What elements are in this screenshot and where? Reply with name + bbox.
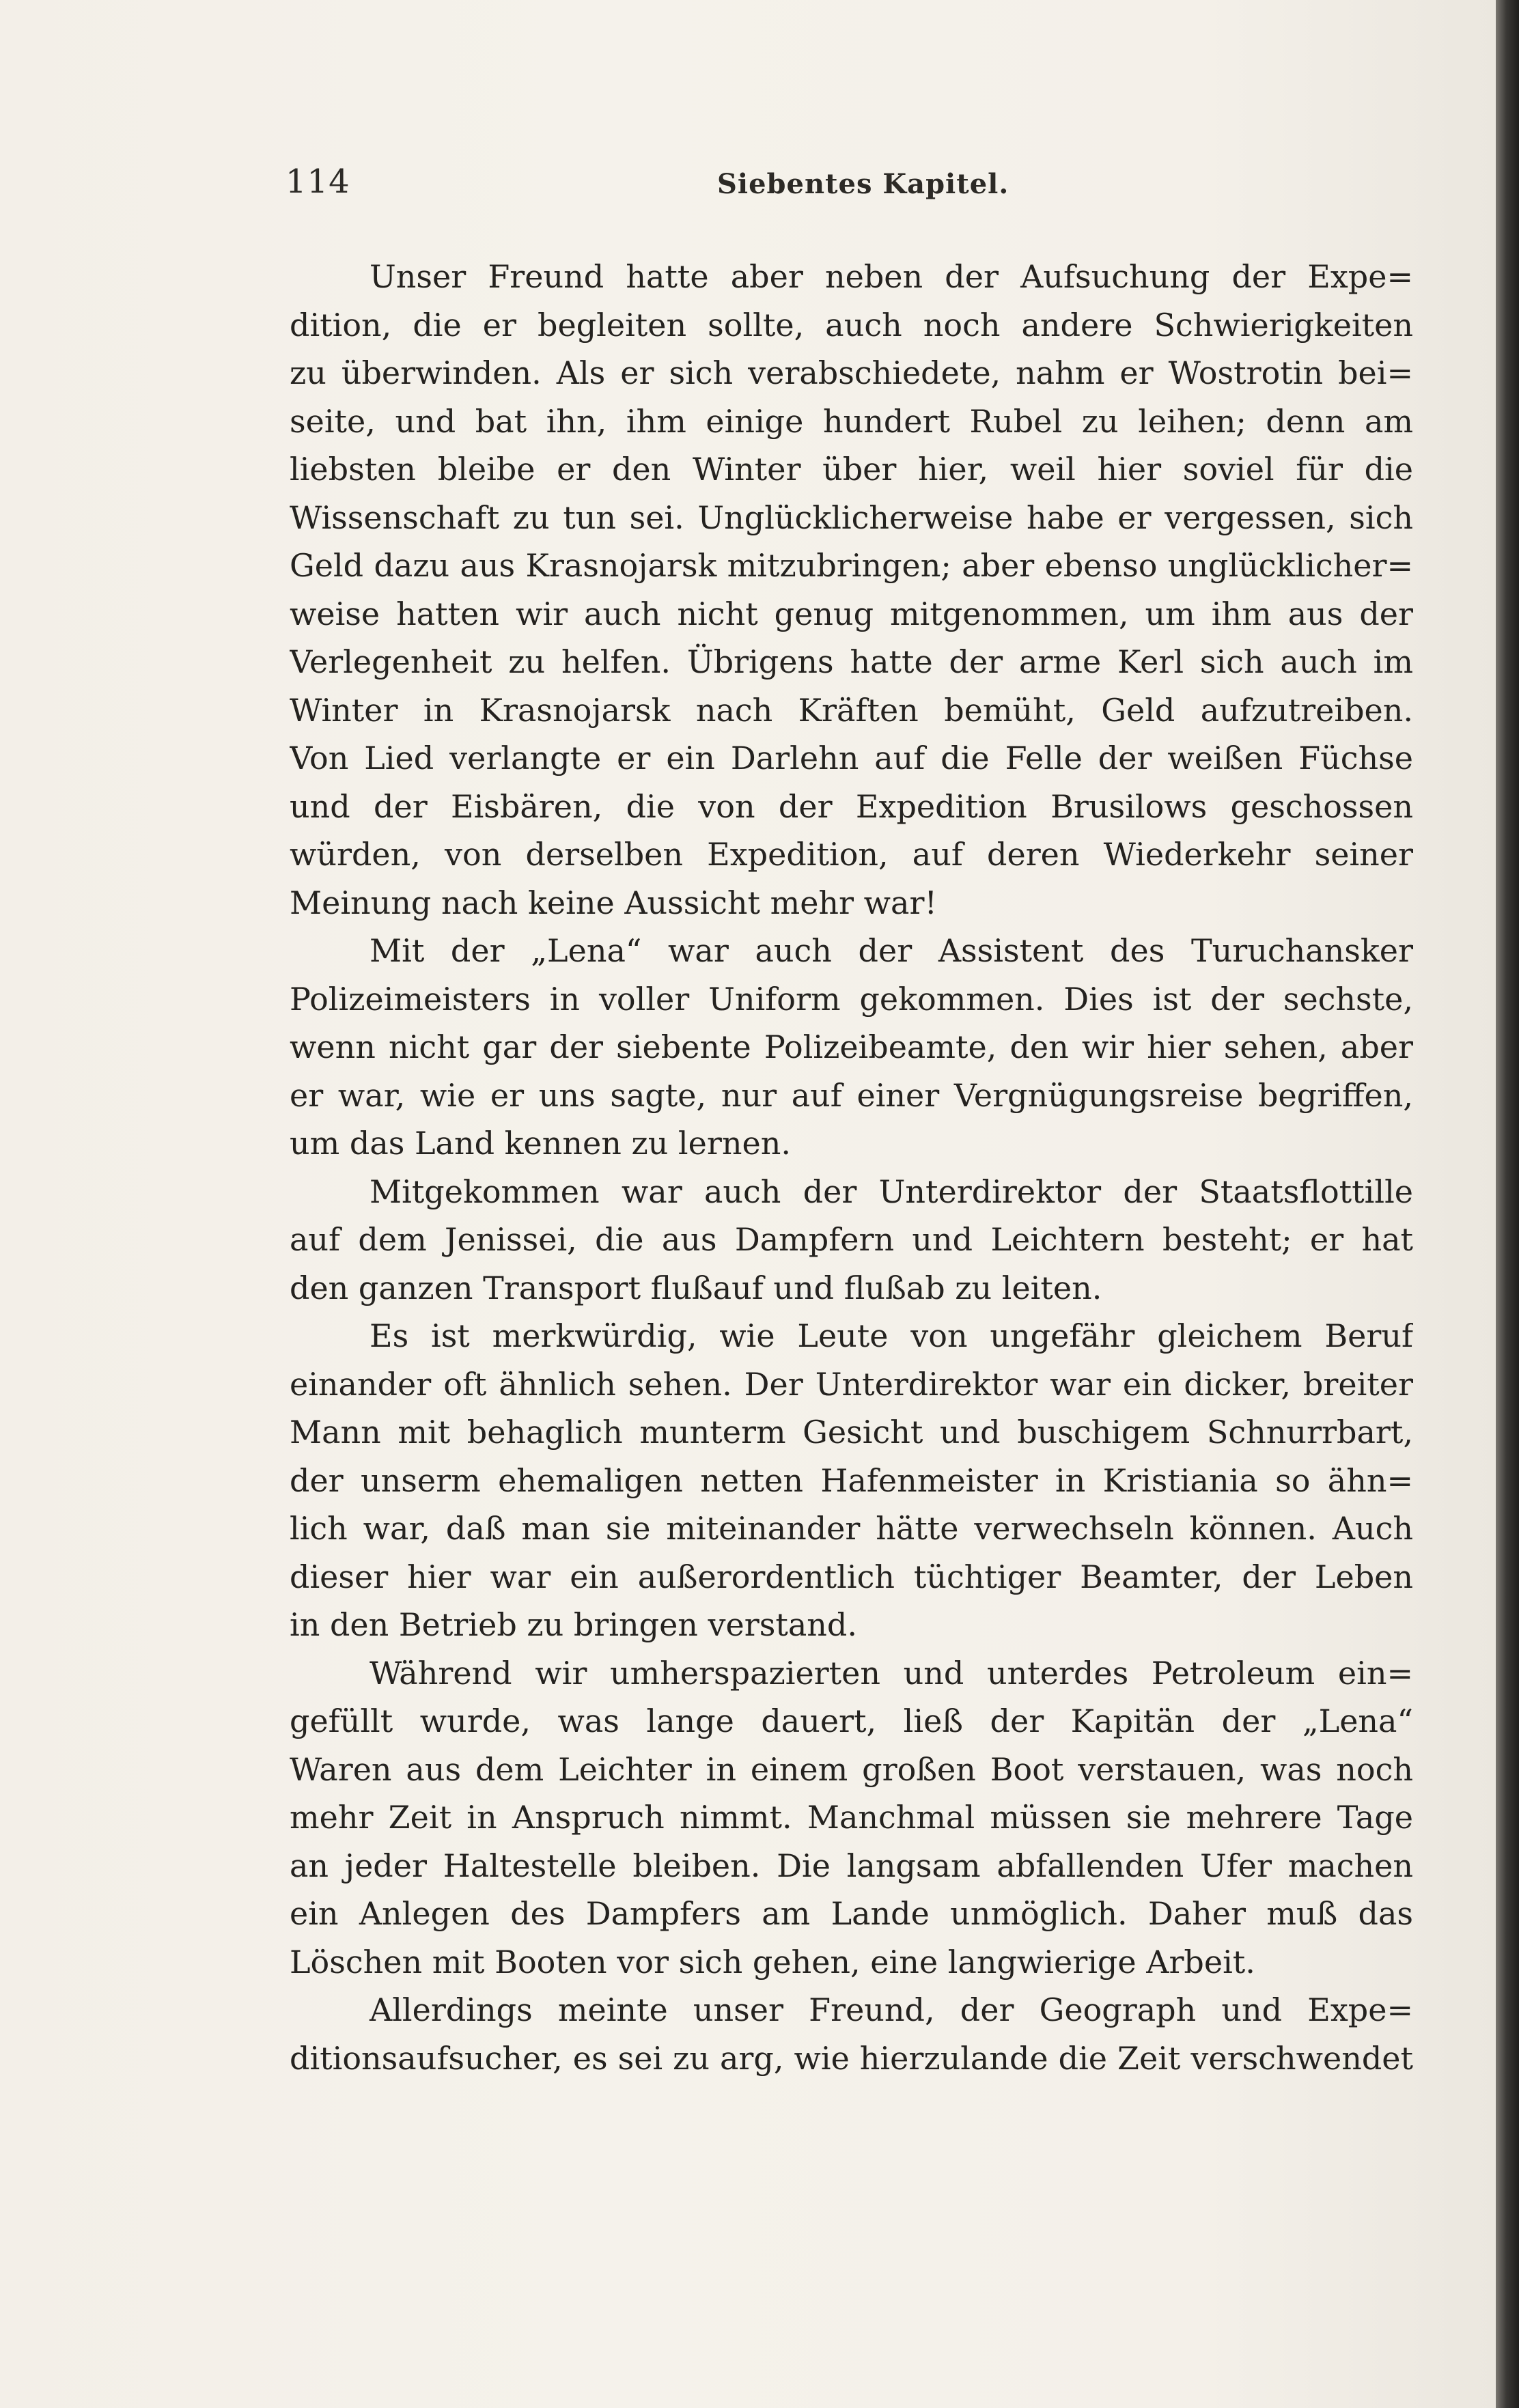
- text-line: Mann mit behaglich munterm Gesicht und buschigem Schnurrbart,: [290, 1414, 1413, 1451]
- text-line: wenn nicht gar der siebente Polizeibeamte, den wir hier sehen, aber: [290, 1028, 1413, 1065]
- text-line: würden, von derselben Expedition, auf deren Wiederkehr seiner: [290, 836, 1413, 873]
- text-line: Von Lied verlangte er ein Darlehn auf die Felle der weißen Füchse: [290, 740, 1413, 776]
- text-line: um das Land kennen zu lernen.: [290, 1125, 791, 1162]
- text-line: Waren aus dem Leichter in einem großen Boot verstauen, was noch: [290, 1750, 1413, 1788]
- text-line: weise hatten wir auch nicht genug mitgenommen, um ihm aus der: [290, 595, 1413, 632]
- text-line: dition, die er begleiten sollte, auch noch andere Schwierigkeiten: [290, 306, 1413, 344]
- text-line: Allerdings meinte unser Freund, der Geograph und Expe=: [370, 1991, 1413, 2028]
- text-line: ditionsaufsucher, es sei zu arg, wie hierzulande die Zeit verschwendet: [290, 2039, 1413, 2077]
- text-line: Während wir umherspazierten und unterdes Petroleum ein=: [370, 1654, 1413, 1692]
- text-line: Unser Freund hatte aber neben der Aufsuchung der Expe=: [370, 258, 1413, 295]
- text-line: Winter in Krasnojarsk nach Kräften bemüht, Geld aufzutreiben.: [290, 691, 1413, 729]
- text-line: in den Betrieb zu bringen verstand.: [290, 1606, 857, 1643]
- text-line: den ganzen Transport flußauf und flußab zu leiten.: [290, 1269, 1102, 1306]
- text-line: an jeder Haltestelle bleiben. Die langsam abfallenden Ufer machen: [290, 1847, 1413, 1884]
- text-line: der unserm ehemaligen netten Hafenmeister in Kristiania so ähn=: [290, 1461, 1413, 1499]
- text-line: Löschen mit Booten vor sich gehen, eine langwierige Arbeit.: [290, 1943, 1255, 1980]
- book-spine-edge: [1496, 0, 1519, 2408]
- text-line: Mitgekommen war auch der Unterdirektor der Staatsflottille: [370, 1173, 1413, 1210]
- text-line: Es ist merkwürdig, wie Leute von ungefähr gleichem Beruf: [370, 1317, 1413, 1354]
- text-line: ein Anlegen des Dampfers am Lande unmöglich. Daher muß das: [290, 1895, 1413, 1932]
- chapter-title: Siebentes Kapitel.: [717, 168, 1009, 200]
- text-line: er war, wie er uns sagte, nur auf einer Vergnügungsreise begriffen,: [290, 1076, 1413, 1114]
- text-line: einander oft ähnlich sehen. Der Unterdirektor war ein dicker, breiter: [290, 1365, 1413, 1403]
- text-line: gefüllt wurde, was lange dauert, ließ der Kapitän der „Lena“: [290, 1703, 1413, 1739]
- text-line: und der Eisbären, die von der Expedition Brusilows geschossen: [290, 787, 1413, 825]
- text-line: lich war, daß man sie miteinander hätte verwechseln können. Auch: [290, 1510, 1413, 1547]
- text-line: Meinung nach keine Aussicht mehr war!: [290, 884, 937, 921]
- text-line: auf dem Jenissei, die aus Dampfern und Leichtern besteht; er hat: [290, 1221, 1413, 1258]
- text-line: Polizeimeisters in voller Uniform gekommen. Dies ist der sechste,: [290, 980, 1413, 1018]
- text-line: Wissenschaft zu tun sei. Unglücklicherweise habe er vergessen, sich: [290, 499, 1413, 536]
- page-number: 114: [285, 163, 350, 201]
- text-line: Mit der „Lena“ war auch der Assistent des Turuchansker: [370, 932, 1413, 969]
- text-line: dieser hier war ein außerordentlich tüchtiger Beamter, der Leben: [290, 1558, 1413, 1595]
- text-line: zu überwinden. Als er sich verabschiedete, nahm er Wostrotin bei=: [290, 354, 1413, 391]
- text-line: mehr Zeit in Anspruch nimmt. Manchmal müssen sie mehrere Tage: [290, 1799, 1413, 1836]
- text-line: seite, und bat ihn, ihm einige hundert Rubel zu leihen; denn am: [290, 402, 1413, 440]
- text-line: Geld dazu aus Krasnojarsk mitzubringen; aber ebenso unglücklicher=: [290, 547, 1413, 584]
- body-text: [290, 253, 1413, 2082]
- text-line: Verlegenheit zu helfen. Übrigens hatte der arme Kerl sich auch im: [290, 643, 1413, 680]
- text-line: liebsten bleibe er den Winter über hier, weil hier soviel für die: [290, 451, 1413, 488]
- running-head: [0, 163, 1496, 217]
